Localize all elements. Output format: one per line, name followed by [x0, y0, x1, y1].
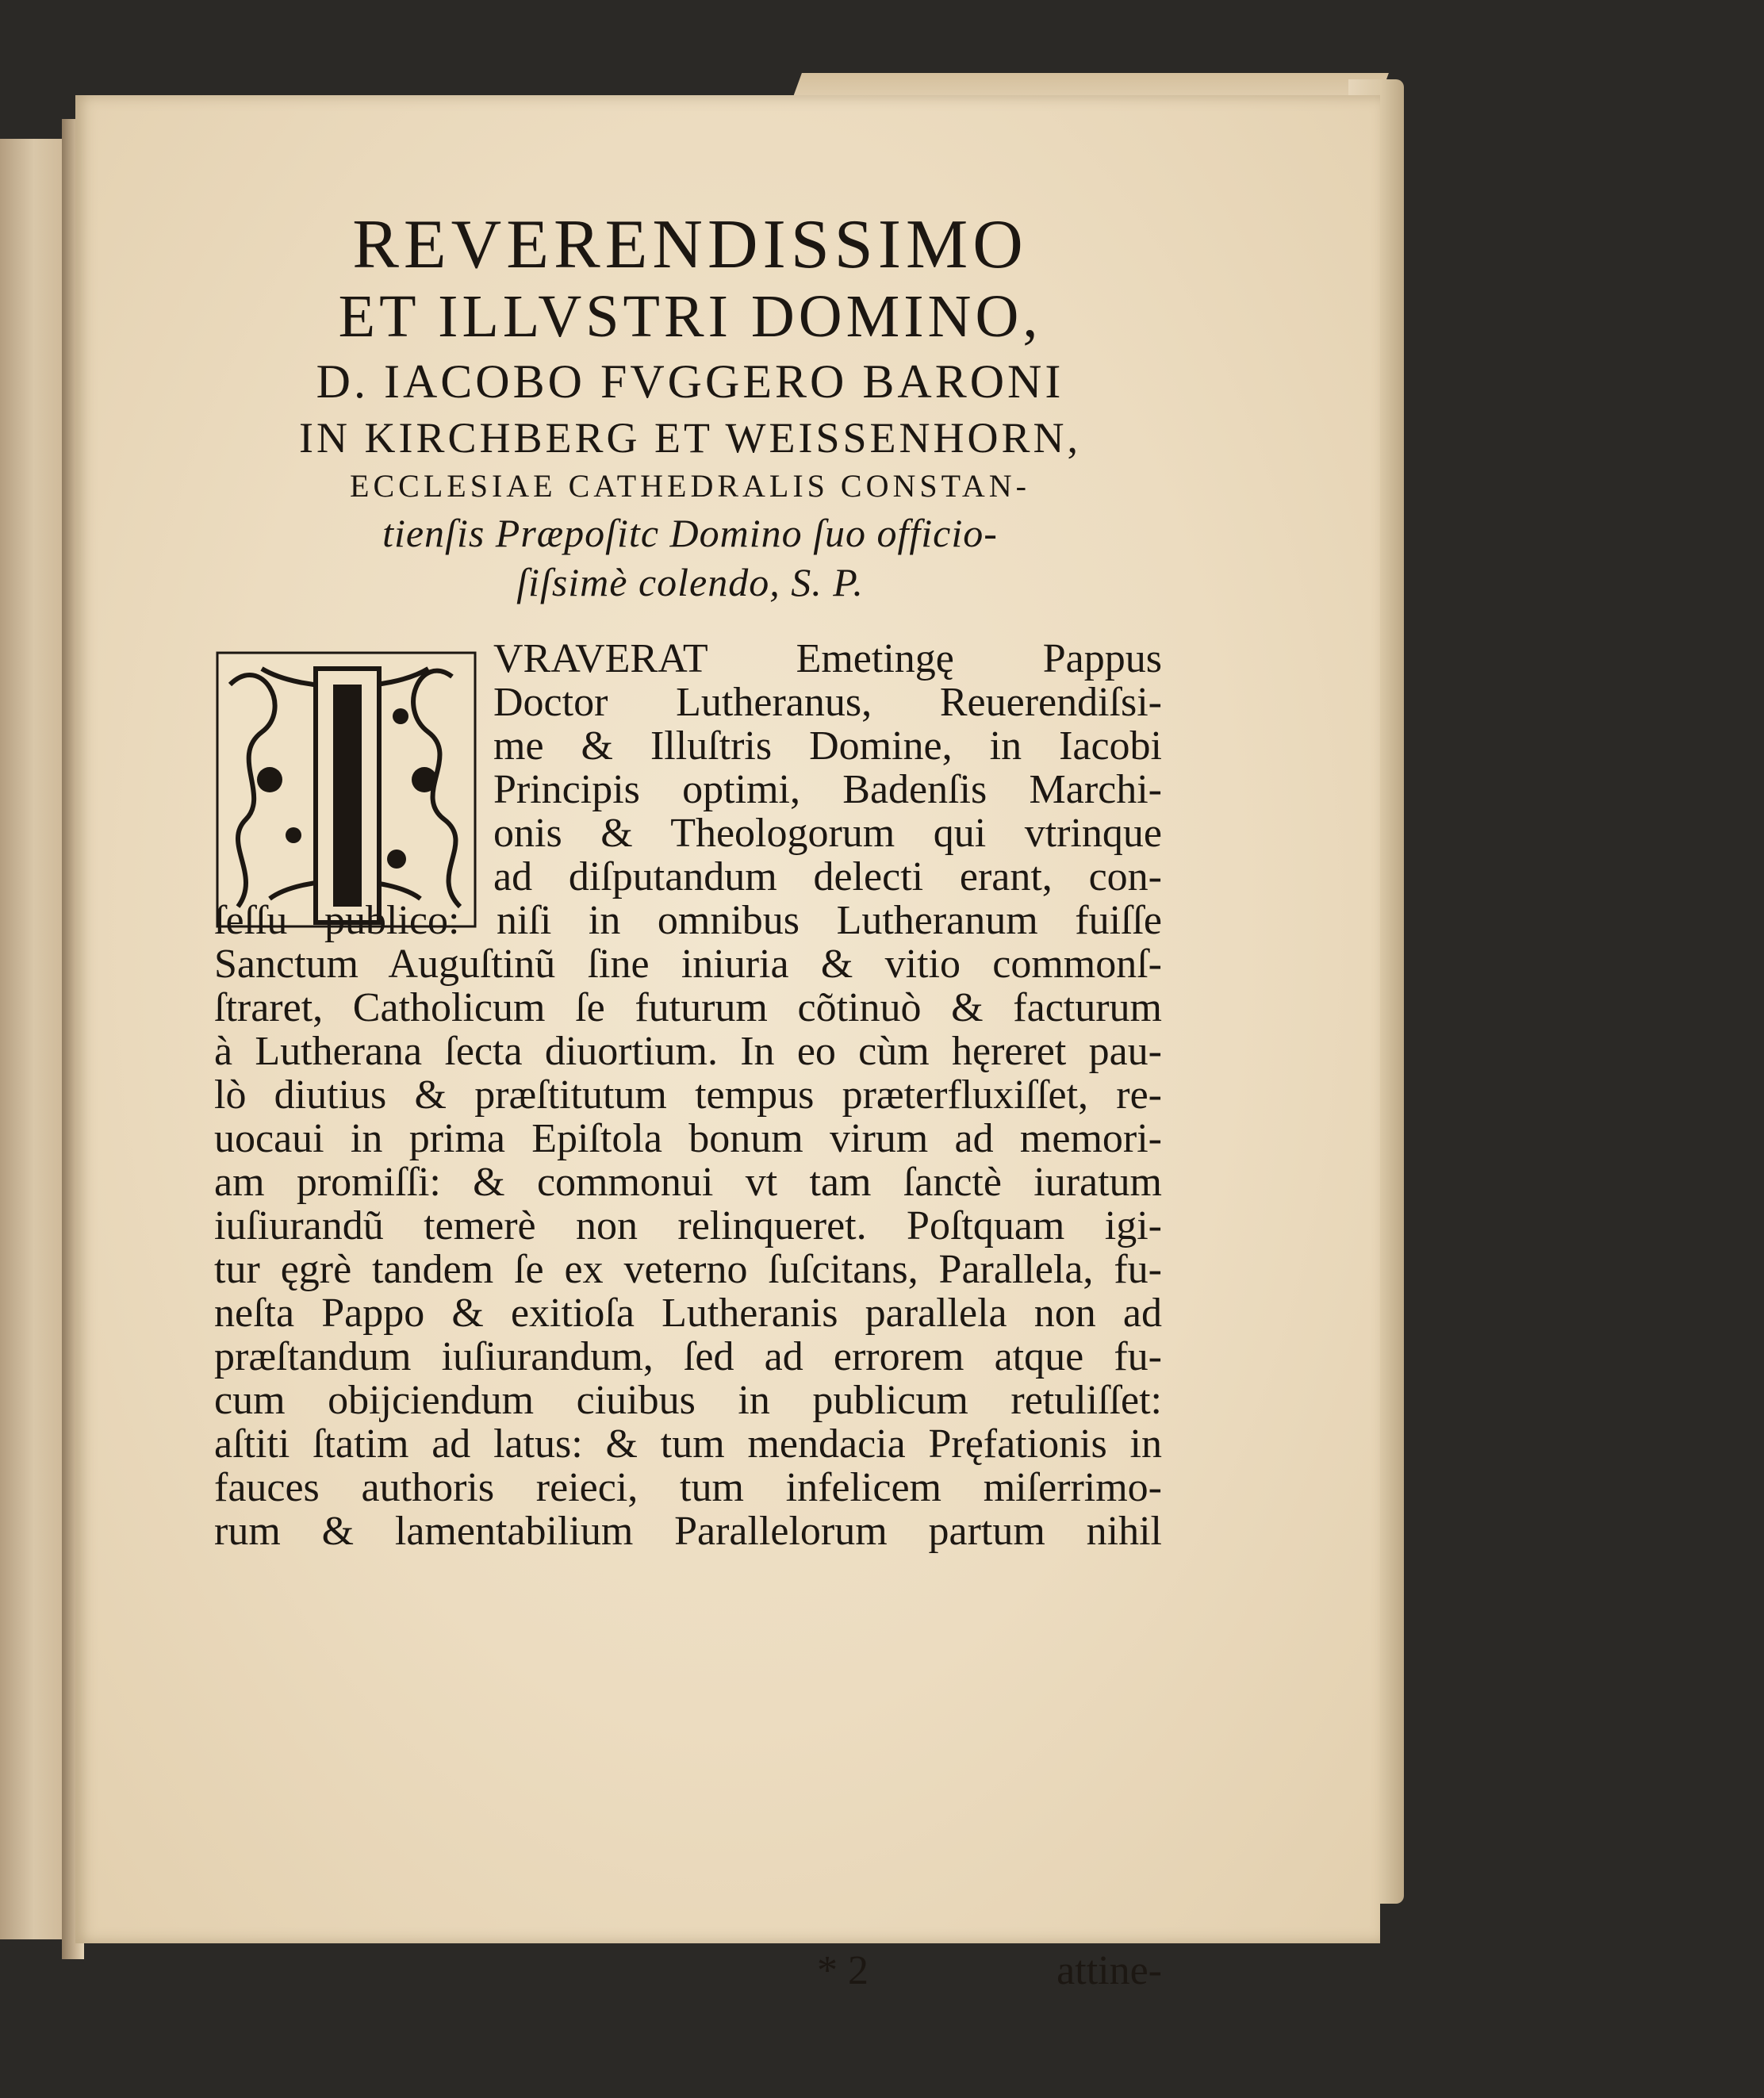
heading-line-3: D. IACOBO FVGGERO BARONI: [316, 355, 1064, 408]
heading-line-1: REVERENDISSIMO: [352, 206, 1028, 283]
body-line: am promiſſi: & commonui vt tam ſanctè iuratum: [214, 1160, 1162, 1205]
body-line: onis & Theologorum qui vtrinque: [493, 811, 1162, 856]
heading-line-5: ECCLESIAE CATHEDRALIS CONSTAN-: [350, 468, 1030, 504]
heading-line-2: ET ILLVSTRI DOMINO,: [338, 283, 1042, 350]
body-line: ſeſſu publico: niſi in omnibus Lutheranum fuiſſe: [214, 898, 1162, 943]
page-text: [214, 206, 1166, 1993]
body-line: ad diſputandum delecti erant, con-: [493, 854, 1162, 899]
body-line: lò diutius & præſtitutum tempus præterfluxiſſet, re-: [214, 1072, 1162, 1118]
body-text: [214, 637, 1162, 1553]
body-line: à Lutherana ſecta diuortium. In eo cùm hęreret pau-: [214, 1029, 1162, 1074]
body-line: ſtraret, Catholicum ſe futurum cõtinuò & facturum: [214, 985, 1162, 1030]
body-line: Doctor Lutheranus, Reuerendiſsi-: [493, 680, 1162, 725]
heading-line-4: IN KIRCHBERG ET WEISSENHORN,: [298, 414, 1082, 462]
body-line: rum & lamentabilium Parallelorum partum nihil: [214, 1509, 1162, 1554]
body-line: tur ęgrè tandem ſe ex veterno ſuſcitans, Parallela, fu-: [214, 1247, 1162, 1292]
body-line: fauces authoris reieci, tum infelicem miſerrimo-: [214, 1465, 1162, 1510]
signature-mark: * 2: [817, 1948, 869, 1993]
body-line: Principis optimi, Badenſis Marchi-: [493, 767, 1162, 812]
catchword: attine-: [1056, 1948, 1162, 1993]
body-line: iuſiurandũ temerè non relinqueret. Poſtquam igi-: [214, 1203, 1162, 1248]
body-line: Sanctum Auguſtinũ ſine iniuria & vitio commonſ-: [214, 942, 1162, 987]
body-line: me & Illuſtris Domine, in Iacobi: [493, 723, 1162, 769]
body-line: præſtandum iuſiurandum, ſed ad errorem atque fu-: [214, 1334, 1162, 1379]
heading-line-7: ſiſsimè colendo, S. P.: [516, 560, 864, 604]
body-line: cum obijciendum ciuibus in publicum retuliſſet:: [214, 1378, 1162, 1423]
body-line: VRAVERAT Emetingę Pappus: [493, 636, 1162, 681]
body-line: neſta Pappo & exitioſa Lutheranis parallela non ad: [214, 1291, 1162, 1336]
heading-line-6: tienſis Præpoſitc Domino ſuo officio-: [382, 511, 998, 555]
body-line: uocaui in prima Epiſtola bonum virum ad memori-: [214, 1116, 1162, 1161]
body-line: aſtiti ſtatim ad latus: & tum mendacia Pręfationis in: [214, 1421, 1162, 1467]
